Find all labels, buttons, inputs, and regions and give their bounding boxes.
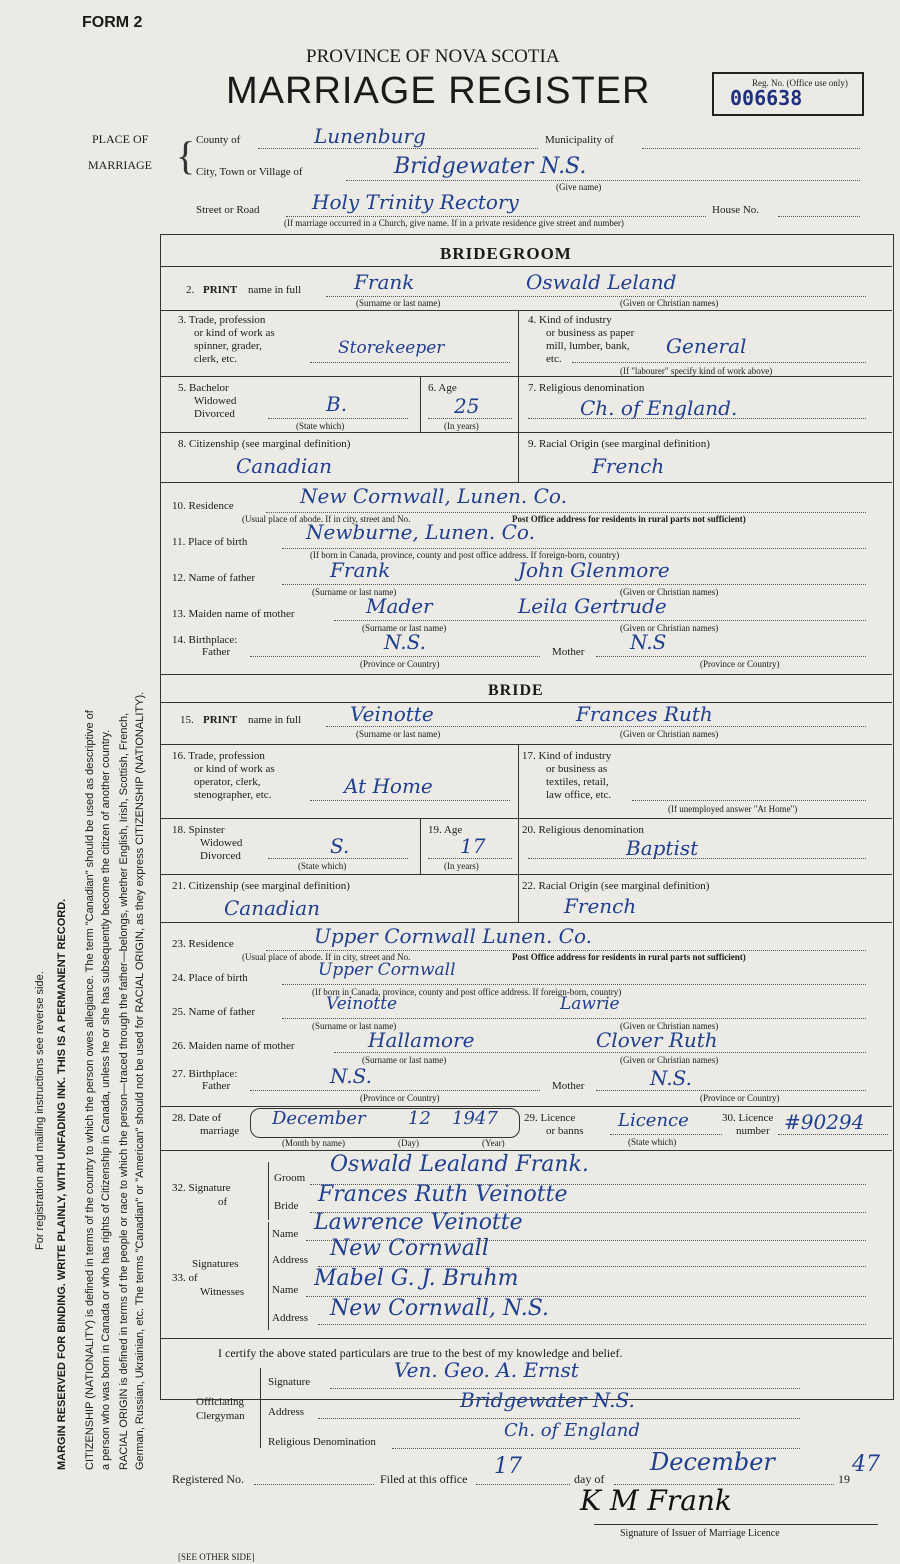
groom-surname: Frank [354,270,415,294]
w1-name-label: Name [272,1228,299,1240]
see-other-side: [SEE OTHER SIDE] [178,1552,255,1562]
bride-heading: BRIDE [488,682,544,699]
form-title: MARRIAGE REGISTER [226,70,651,112]
filed-label: Filed at this office [380,1472,468,1486]
house-label: House No. [712,204,760,216]
w2-addr-label: Address [272,1312,309,1324]
bride-residence: Upper Cornwall Lunen. Co. [314,924,593,948]
witness1-name: Lawrence Veinotte [314,1210,523,1235]
f3-label-3: spinner, grader, [194,340,262,352]
father-given-caption: (Given or Christian names) [620,587,719,597]
groom-religion: Ch. of England. [580,396,738,420]
f20-label: 20. Religious denomination [522,824,644,836]
street-note: (If marriage occurred in a Church, give name. If in a private residence give street and number) [284,218,624,228]
registered-label: Registered No. [172,1472,244,1486]
bride-mother-given: Clover Ruth [596,1028,718,1052]
groom-age: 25 [454,394,480,418]
f3-label-2: or kind of work as [194,327,275,339]
bride-sig-label: Bride [274,1200,299,1212]
f5-label: 5. Bachelor [178,382,229,394]
filed-day: 17 [494,1454,522,1479]
f33-label-2: 33. of [172,1272,198,1284]
province-heading: PROVINCE OF NOVA SCOTIA [306,46,560,67]
bride-surname-caption: (Surname or last name) [356,729,441,739]
f29-label-2: or banns [546,1125,584,1137]
f13-label: 13. Maiden name of mother [172,608,295,620]
reg-no-box [712,72,864,116]
groom-given: Oswald Leland [526,270,677,294]
bride-mother-birthplace: N.S. [650,1066,692,1090]
issuer-caption: Signature of Issuer of Marriage Licence [620,1528,780,1539]
f4-label: 4. Kind of industry [528,314,612,326]
surname-caption: (Surname or last name) [356,298,441,308]
margin-citizenship-2: a person who was born in Canada or who has rights of Citizenship in Canada, unless he or she has subsequently become the citizen of another country. [100,729,112,1470]
f15-label: name in full [248,714,302,726]
groom-sig-label: Groom [274,1172,306,1184]
f32-label: 32. Signature [172,1182,231,1194]
f11-label: 11. Place of birth [172,536,248,548]
county-value: Lunenburg [314,124,426,148]
municipality-label: Municipality of [545,134,614,146]
state-which-caption: (State which) [296,421,345,431]
f16-label-2: or kind of work as [194,763,275,775]
groom-mother-surname: Mader [366,594,433,618]
f17-label-3: textiles, retail, [546,776,609,788]
f10-label: 10. Residence [172,500,234,512]
bride-father-prov-caption: (Province or Country) [360,1093,440,1103]
officiant-religion: Ch. of England [504,1420,640,1441]
f28-label-2: marriage [200,1125,240,1137]
county-label: County of [196,134,241,146]
f18-label-3: Divorced [200,850,241,862]
bride-status: S. [330,834,350,858]
given-caption: (Given or Christian names) [620,298,719,308]
city-label: City, Town or Village of [196,166,303,178]
f14-mother-label: Mother [552,646,585,658]
licence-state-caption: (State which) [628,1137,677,1147]
bride-mother-surname: Hallamore [368,1028,475,1052]
f24-label: 24. Place of birth [172,972,248,984]
f14-father-label: Father [202,646,231,658]
residence-caption: (Usual place of abode. If in city, street and No. [242,514,411,524]
margin-binding-note: MARGIN RESERVED FOR BINDING. WRITE PLAINLY, WITH UNFADING INK. THIS IS A PERMANENT RECORD. [56,898,68,1470]
w1-addr-label: Address [272,1254,309,1266]
year-caption: (Year) [482,1138,505,1148]
f3-label: 3. Trade, profession [178,314,266,326]
bride-mother-prov-caption: (Province or Country) [700,1093,780,1103]
bride-father-birthplace: N.S. [330,1064,372,1088]
filed-year: 47 [852,1452,880,1477]
licence-number: #90294 [784,1110,865,1134]
margin-instructions: For registration and mailing instructions see reverse side. [34,971,46,1250]
f25-label: 25. Name of father [172,1006,256,1018]
year-prefix: 19 [838,1472,850,1486]
margin-racial-2: German, Russian, Ukrainian, etc. The terms "Canadian" or "American" should not be used for RACIAL ORIGIN, as they express CITIZENSHIP (NATIONALITY). [134,691,146,1470]
day-caption: (Day) [398,1138,419,1148]
f27-father-label: Father [202,1080,231,1092]
f17-note: (If unemployed answer "At Home") [668,804,798,814]
groom-origin: French [592,454,665,478]
f2-label: name in full [248,284,302,296]
f2-print: PRINT [203,284,238,296]
place-of-label: PLACE OF [92,132,149,146]
marriage-month: December [272,1108,366,1129]
f2-num: 2. [186,284,195,296]
residence-caption-2: Post Office address for residents in rural parts not sufficient) [512,514,746,524]
f27-mother-label: Mother [552,1080,585,1092]
f14-label: 14. Birthplace: [172,634,238,646]
groom-status: B. [326,392,348,416]
bride-years-caption: (In years) [444,861,479,871]
brace-icon: { [176,133,196,178]
bride-father-surname-caption: (Surname or last name) [312,1021,397,1031]
groom-birthplace: Newburne, Lunen. Co. [306,520,535,544]
officiant-address: Bridgewater N.S. [460,1388,635,1412]
bride-given-caption: (Given or Christian names) [620,729,719,739]
clergyman-label: Clergyman [196,1410,245,1422]
bride-trade: At Home [344,774,433,798]
f4-note: (If "labourer" specify kind of work above) [620,366,773,376]
bride-religion: Baptist [626,836,699,860]
bride-state-caption: (State which) [298,861,347,871]
bride-birth-caption: (If born in Canada, province, county and post office address. If foreign-born, country) [312,987,622,997]
f27-label: 27. Birthplace: [172,1068,238,1080]
f12-label: 12. Name of father [172,572,256,584]
marriage-day: 12 [408,1108,431,1129]
issuer-signature: K M Frank [580,1484,732,1517]
reg-no-value: 006638 [730,86,803,110]
f19-label: 19. Age [428,824,463,836]
bride-age: 17 [460,834,486,858]
f33-label-3: Witnesses [200,1286,245,1298]
f3-label-4: clerk, etc. [194,353,238,365]
f23-label: 23. Residence [172,938,234,950]
mother-prov-caption: (Province or Country) [700,659,780,669]
bride-father-given-caption: (Given or Christian names) [620,1021,719,1031]
bride-citizenship: Canadian [224,896,321,920]
f5-label-2: Widowed [194,395,237,407]
bride-origin: French [564,894,637,918]
w2-name-label: Name [272,1284,299,1296]
groom-industry: General [666,334,747,358]
f15-print: PRINT [203,714,238,726]
bride-residence-caption-2: Post Office address for residents in rural parts not sufficient) [512,952,746,962]
f18-label: 18. Spinster [172,824,225,836]
f17-label: 17. Kind of industry [522,750,612,762]
f5-label-3: Divorced [194,408,235,420]
f6-label: 6. Age [428,382,457,394]
f16-label: 16. Trade, profession [172,750,265,762]
filed-month: December [650,1448,775,1476]
in-years-caption: (In years) [444,421,479,431]
groom-signature: Oswald Lealand Frank. [330,1152,589,1177]
margin-citizenship-1: CITIZENSHIP (NATIONALITY) is defined in terms of the country to which the person owes allegiance. The term "Canadian" should be used as descriptive of [84,710,96,1470]
marriage-label: MARRIAGE [88,158,153,172]
f28-label: 28. Date of [172,1112,222,1124]
f33-label: Signatures [192,1258,239,1270]
f7-label: 7. Religious denomination [528,382,645,394]
f16-label-3: operator, clerk, [194,776,261,788]
groom-father-surname: Frank [330,558,391,582]
groom-trade: Storekeeper [338,338,445,358]
witness1-address: New Cornwall [330,1236,489,1261]
f4-label-4: etc. [546,353,562,365]
month-caption: (Month by name) [282,1138,345,1148]
bridegroom-heading: BRIDEGROOM [440,244,572,263]
f29-label: 29. Licence [524,1112,576,1124]
f26-label: 26. Maiden name of mother [172,1040,295,1052]
mother-given-caption: (Given or Christian names) [620,623,719,633]
licence-type: Licence [618,1110,689,1131]
bride-residence-caption: (Usual place of abode. If in city, street and No. [242,952,411,962]
f17-label-4: law office, etc. [546,789,612,801]
day-of-label: day of [574,1472,605,1486]
f4-label-3: mill, lumber, bank, [546,340,630,352]
form-frame [160,234,894,1400]
off-sig-label: Signature [268,1376,311,1388]
bride-given: Frances Ruth [576,702,713,726]
witness2-address: New Cornwall, N.S. [330,1296,549,1321]
marriage-year: 1947 [452,1108,498,1129]
f22-label: 22. Racial Origin (see marginal definition) [522,880,710,892]
street-value: Holy Trinity Rectory [312,190,519,214]
father-surname-caption: (Surname or last name) [312,587,397,597]
city-value: Bridgewater N.S. [394,154,587,179]
f9-label: 9. Racial Origin (see marginal definition) [528,438,710,450]
f17-label-2: or business as [546,763,608,775]
form-number: FORM 2 [82,14,143,31]
margin-racial-1: RACIAL ORIGIN is defined in terms of the people or race to which the person—traced through the father—belongs, whether English, Irish, Scottish, French, [118,712,130,1470]
bride-signature: Frances Ruth Veinotte [318,1182,568,1207]
street-label: Street or Road [196,204,260,216]
groom-mother-birthplace: N.S [630,630,667,654]
off-addr-label: Address [268,1406,305,1418]
f32-label-2: of [218,1196,228,1208]
f15-num: 15. [180,714,194,726]
groom-citizenship: Canadian [236,454,333,478]
f16-label-4: stenographer, etc. [194,789,272,801]
officiating-label: Officiating [196,1396,245,1408]
witness2-name: Mabel G. J. Bruhm [314,1266,519,1291]
f30-label: 30. Licence [722,1112,774,1124]
birth-caption: (If born in Canada, province, county and post office address. If foreign-born, country) [310,550,620,560]
bride-birthplace: Upper Cornwall [318,960,456,980]
f18-label-2: Widowed [200,837,243,849]
bride-surname: Veinotte [350,702,434,726]
mother-surname-caption: (Surname or last name) [362,623,447,633]
officiant-signature: Ven. Geo. A. Ernst [394,1358,579,1382]
certify-statement: I certify the above stated particulars are true to the best of my knowledge and belief. [218,1346,623,1360]
reg-no-label: Reg. No. (Office use only) [752,78,848,88]
groom-father-birthplace: N.S. [384,630,426,654]
bride-mother-given-caption: (Given or Christian names) [620,1055,719,1065]
f8-label: 8. Citizenship (see marginal definition) [178,438,351,450]
off-rel-label: Religious Denomination [268,1436,376,1448]
f30-label-2: number [736,1125,770,1137]
bride-father-given: Lawrie [560,994,620,1014]
bride-father-surname: Veinotte [326,994,398,1014]
bride-mother-surname-caption: (Surname or last name) [362,1055,447,1065]
give-name-caption: (Give name) [556,182,602,192]
f4-label-2: or business as paper [546,327,635,339]
groom-residence: New Cornwall, Lunen. Co. [300,484,567,508]
f21-label: 21. Citizenship (see marginal definition) [172,880,350,892]
groom-father-given: John Glenmore [518,558,670,582]
groom-mother-given: Leila Gertrude [518,594,667,618]
father-prov-caption: (Province or Country) [360,659,440,669]
